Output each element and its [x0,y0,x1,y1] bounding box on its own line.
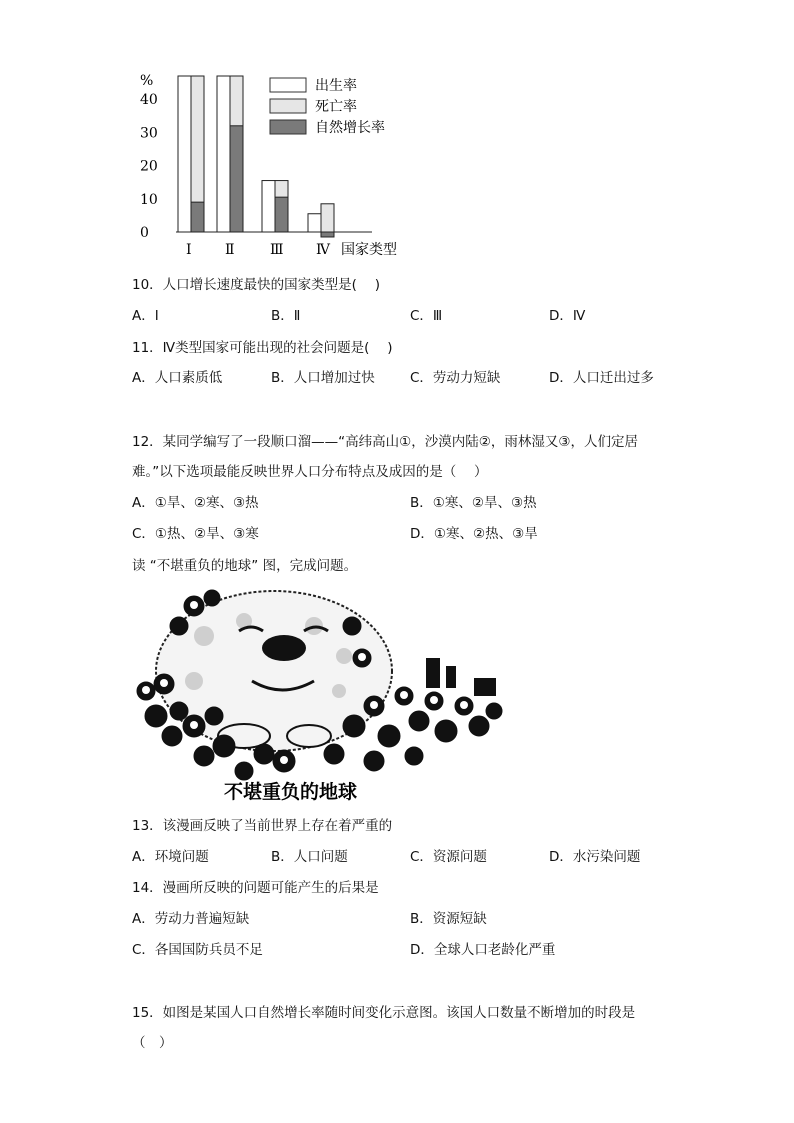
legend-swatch-death [270,99,306,113]
x-tick-label: Ⅲ [270,242,284,258]
y-tick-label: 20 [140,158,158,175]
q14-option-d[interactable]: D．全球人口老龄化严重 [410,942,556,958]
y-tick-label: 0 [140,225,149,241]
x-tick-label: Ⅱ [225,242,235,258]
q12-option-c[interactable]: C．①热、②旱、③寒 [132,526,259,542]
legend-label-birth: 出生率 [315,78,357,94]
q13-option-d[interactable]: D．水污染问题 [549,849,641,865]
legend-label-death: 死亡率 [315,99,357,115]
q10-option-b[interactable]: B．Ⅱ [271,308,301,324]
y-tick-label: 30 [140,125,158,142]
q11-stem: 11．Ⅳ类型国家可能出现的社会问题是( ) [132,340,393,356]
q12-stem-line1: 12．某同学编写了一段顺口溜——“高纬高山①，沙漠内陆②，雨林湿又③，人们定居 [132,434,638,450]
q11-option-a[interactable]: A．人口素质低 [132,370,223,386]
q14-option-c[interactable]: C．各国国防兵员不足 [132,942,263,958]
bar-natural-growth-rate [321,232,334,237]
y-unit-label: % [140,73,154,89]
x-axis-label: 国家类型 [341,242,397,258]
x-tick-label: Ⅳ [316,242,330,258]
cartoon-caption: 不堪重负的地球 [224,781,358,803]
q12-option-b[interactable]: B．①寒、②旱、③热 [410,495,537,511]
q10-option-a[interactable]: A．Ⅰ [132,308,159,324]
y-ticks [140,92,158,241]
population-rate-bar-chart [132,66,422,266]
buildings [426,658,496,696]
q11-option-d[interactable]: D．人口迁出过多 [549,370,654,386]
q12-option-a[interactable]: A．①旱、②寒、③热 [132,495,259,511]
q13-option-b[interactable]: B．人口问题 [271,849,348,865]
bar-death-rate [321,204,334,232]
x-ticks [186,242,331,258]
q14-stem: 14．漫画所反映的问题可能产生的后果是 [132,880,379,896]
q11-option-c[interactable]: C．劳动力短缺 [410,370,501,386]
legend-swatch-birth [270,78,306,92]
legend-swatch-natural [270,120,306,134]
q12-option-d[interactable]: D．①寒、②热、③旱 [410,526,538,542]
cartoon-intro: 读 “不堪重负的地球” 图，完成问题。 [132,558,358,574]
legend [270,77,385,136]
q10-stem: 10．人口增长速度最快的国家类型是( ) [132,277,381,293]
bar-birth-rate [178,76,191,232]
q14-option-b[interactable]: B．资源短缺 [410,911,487,927]
bar-birth-rate [217,76,230,232]
q10-option-c[interactable]: C．Ⅲ [410,308,443,324]
q13-option-a[interactable]: A．环境问题 [132,849,209,865]
q10-option-d[interactable]: D．Ⅳ [549,308,586,324]
q13-stem: 13．该漫画反映了当前世界上存在着严重的 [132,818,393,834]
legend-label-natural: 自然增长率 [315,120,385,136]
bar-natural-growth-rate [191,202,204,232]
overburdened-earth-cartoon [134,586,504,806]
bar-birth-rate [308,214,321,232]
bar-natural-growth-rate [275,197,288,232]
q13-option-c[interactable]: C．资源问题 [410,849,487,865]
q15-stem-line2: （ ） [132,1035,173,1051]
y-tick-label: 40 [140,92,158,109]
bar-natural-growth-rate [230,126,243,232]
globe-nose [262,635,306,661]
globe-hand-right [287,725,331,747]
q11-option-b[interactable]: B．人口增加过快 [271,370,375,386]
q12-stem-line2: 难。”以下选项最能反映世界人口分布特点及成因的是（ ） [132,464,488,480]
q14-option-a[interactable]: A．劳动力普遍短缺 [132,911,250,927]
q15-stem-line1: 15．如图是某国人口自然增长率随时间变化示意图。该国人口数量不断增加的时段是 [132,1005,636,1021]
y-tick-label: 10 [140,191,158,208]
bars [178,76,334,237]
bar-birth-rate [262,181,275,232]
x-tick-label: Ⅰ [186,242,192,258]
